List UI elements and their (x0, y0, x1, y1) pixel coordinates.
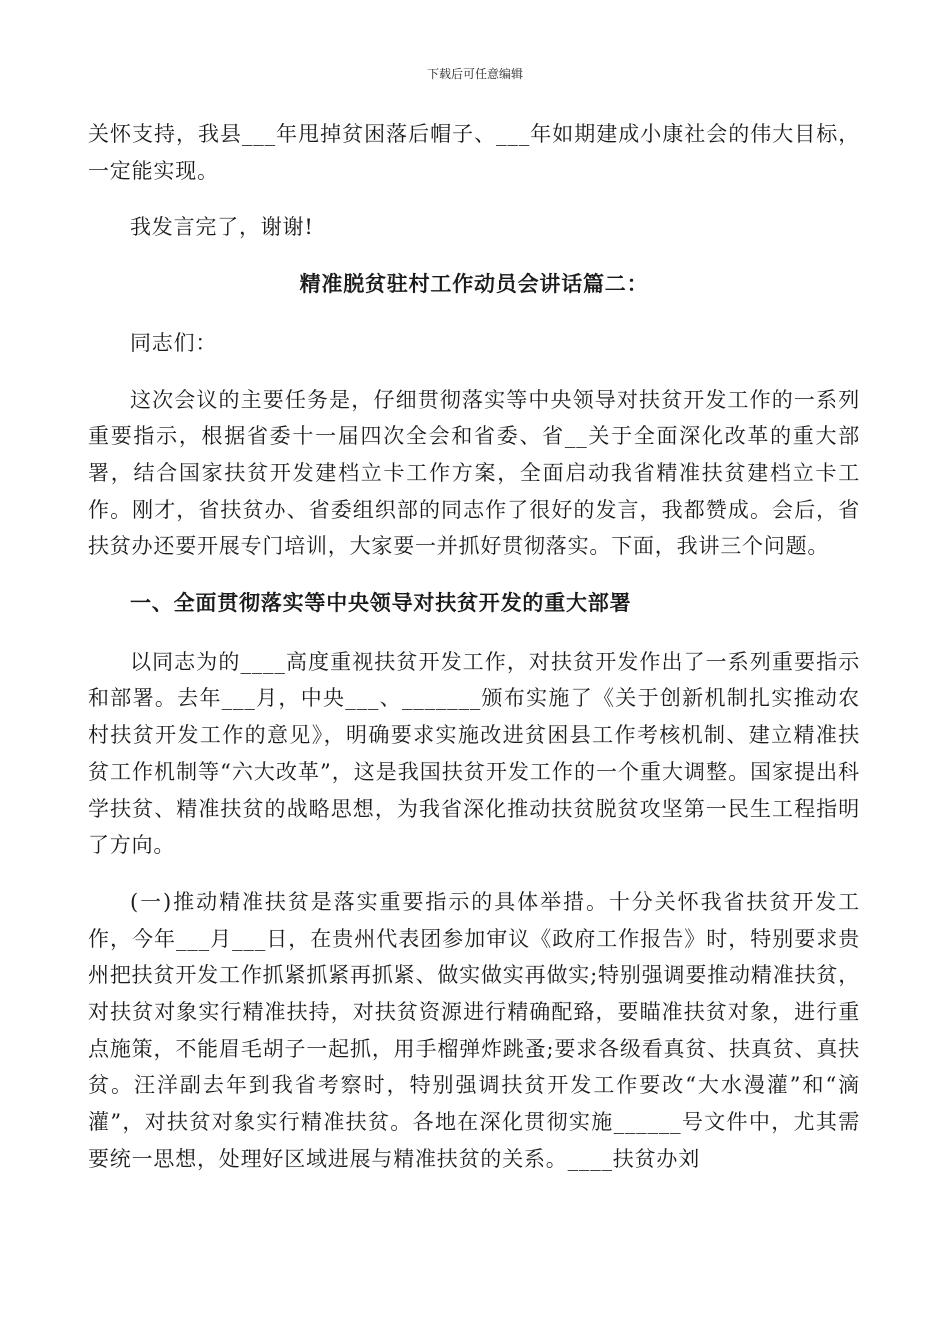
page-header-note: 下载后可任意编辑 (426, 67, 523, 81)
greeting: 同志们： (130, 330, 218, 355)
paragraph-closing-continuation: 关怀支持，我县___年甩掉贫困落后帽子、___年如期建成小康社会的伟大目标，一定能实现。 (88, 122, 860, 183)
heading-part-one: 一、全面贯彻落实等中央领导对扶贫开发的重大部署 (130, 590, 632, 616)
paragraph-subsection-one: (一)推动精准扶贫是落实重要指示的具体举措。十分关怀我省扶贫开发工作，今年___月___日，在贵州代表团参加审议《政府工作报告》时，特别要求贵州把扶贫开发工作抓紧抓紧再抓紧、做实做实再做实;特别强调要推动精准扶贫，对扶贫对象实行精准扶持，对扶贫资源进行精确配臵，要瞄准扶贫对象，进行重点施策，不能眉毛胡子一起抓，用手榴弹炸跳蚤;要求各级看真贫、扶真贫、真扶贫。汪洋副去年到我省考察时，特别强调扶贫开发工作要改“大水漫灌”和“滴灌”，对扶贫对象实行精准扶贫。各地在深化贯彻实施______号文件中，尤其需要统一思想，处理好区域进展与精准扶贫的关系。____扶贫办刘 (88, 889, 860, 1171)
document-body (88, 116, 860, 1198)
paragraph-closing-remark: 我发言完了，谢谢! (130, 215, 314, 240)
paragraph-part-one: 以同志为的____高度重视扶贫开发工作，对扶贫开发作出了一系列重要指示和部署。去年___月，中央___、_______颁布实施了《关于创新机制扎实推动农村扶贫开发工作的意见》，明确要求实施改进贫困县工作考核机制、建立精准扶贫工作机制等“六大改革”，这是我国扶贫开发工作的一个重大调整。国家提出科学扶贫、精准扶贫的战略思想，为我省深化推动扶贫脱贫攻坚第一民生工程指明了方向。 (88, 649, 860, 858)
section-title: 精准脱贫驻村工作动员会讲话篇二： (299, 271, 649, 297)
paragraph-intro: 这次会议的主要任务是，仔细贯彻落实等中央领导对扶贫开发工作的一系列重要指示，根据省委十一届四次全会和省委、省__关于全面深化改革的重大部署，结合国家扶贫开发建档立卡工作方案，全面启动我省精准扶贫建档立卡工作。刚才，省扶贫办、省委组织部的同志作了很好的发言，我都赞成。会后，省扶贫办还要开展专门培训，大家要一并抓好贯彻落实。下面，我讲三个问题。 (88, 387, 860, 559)
